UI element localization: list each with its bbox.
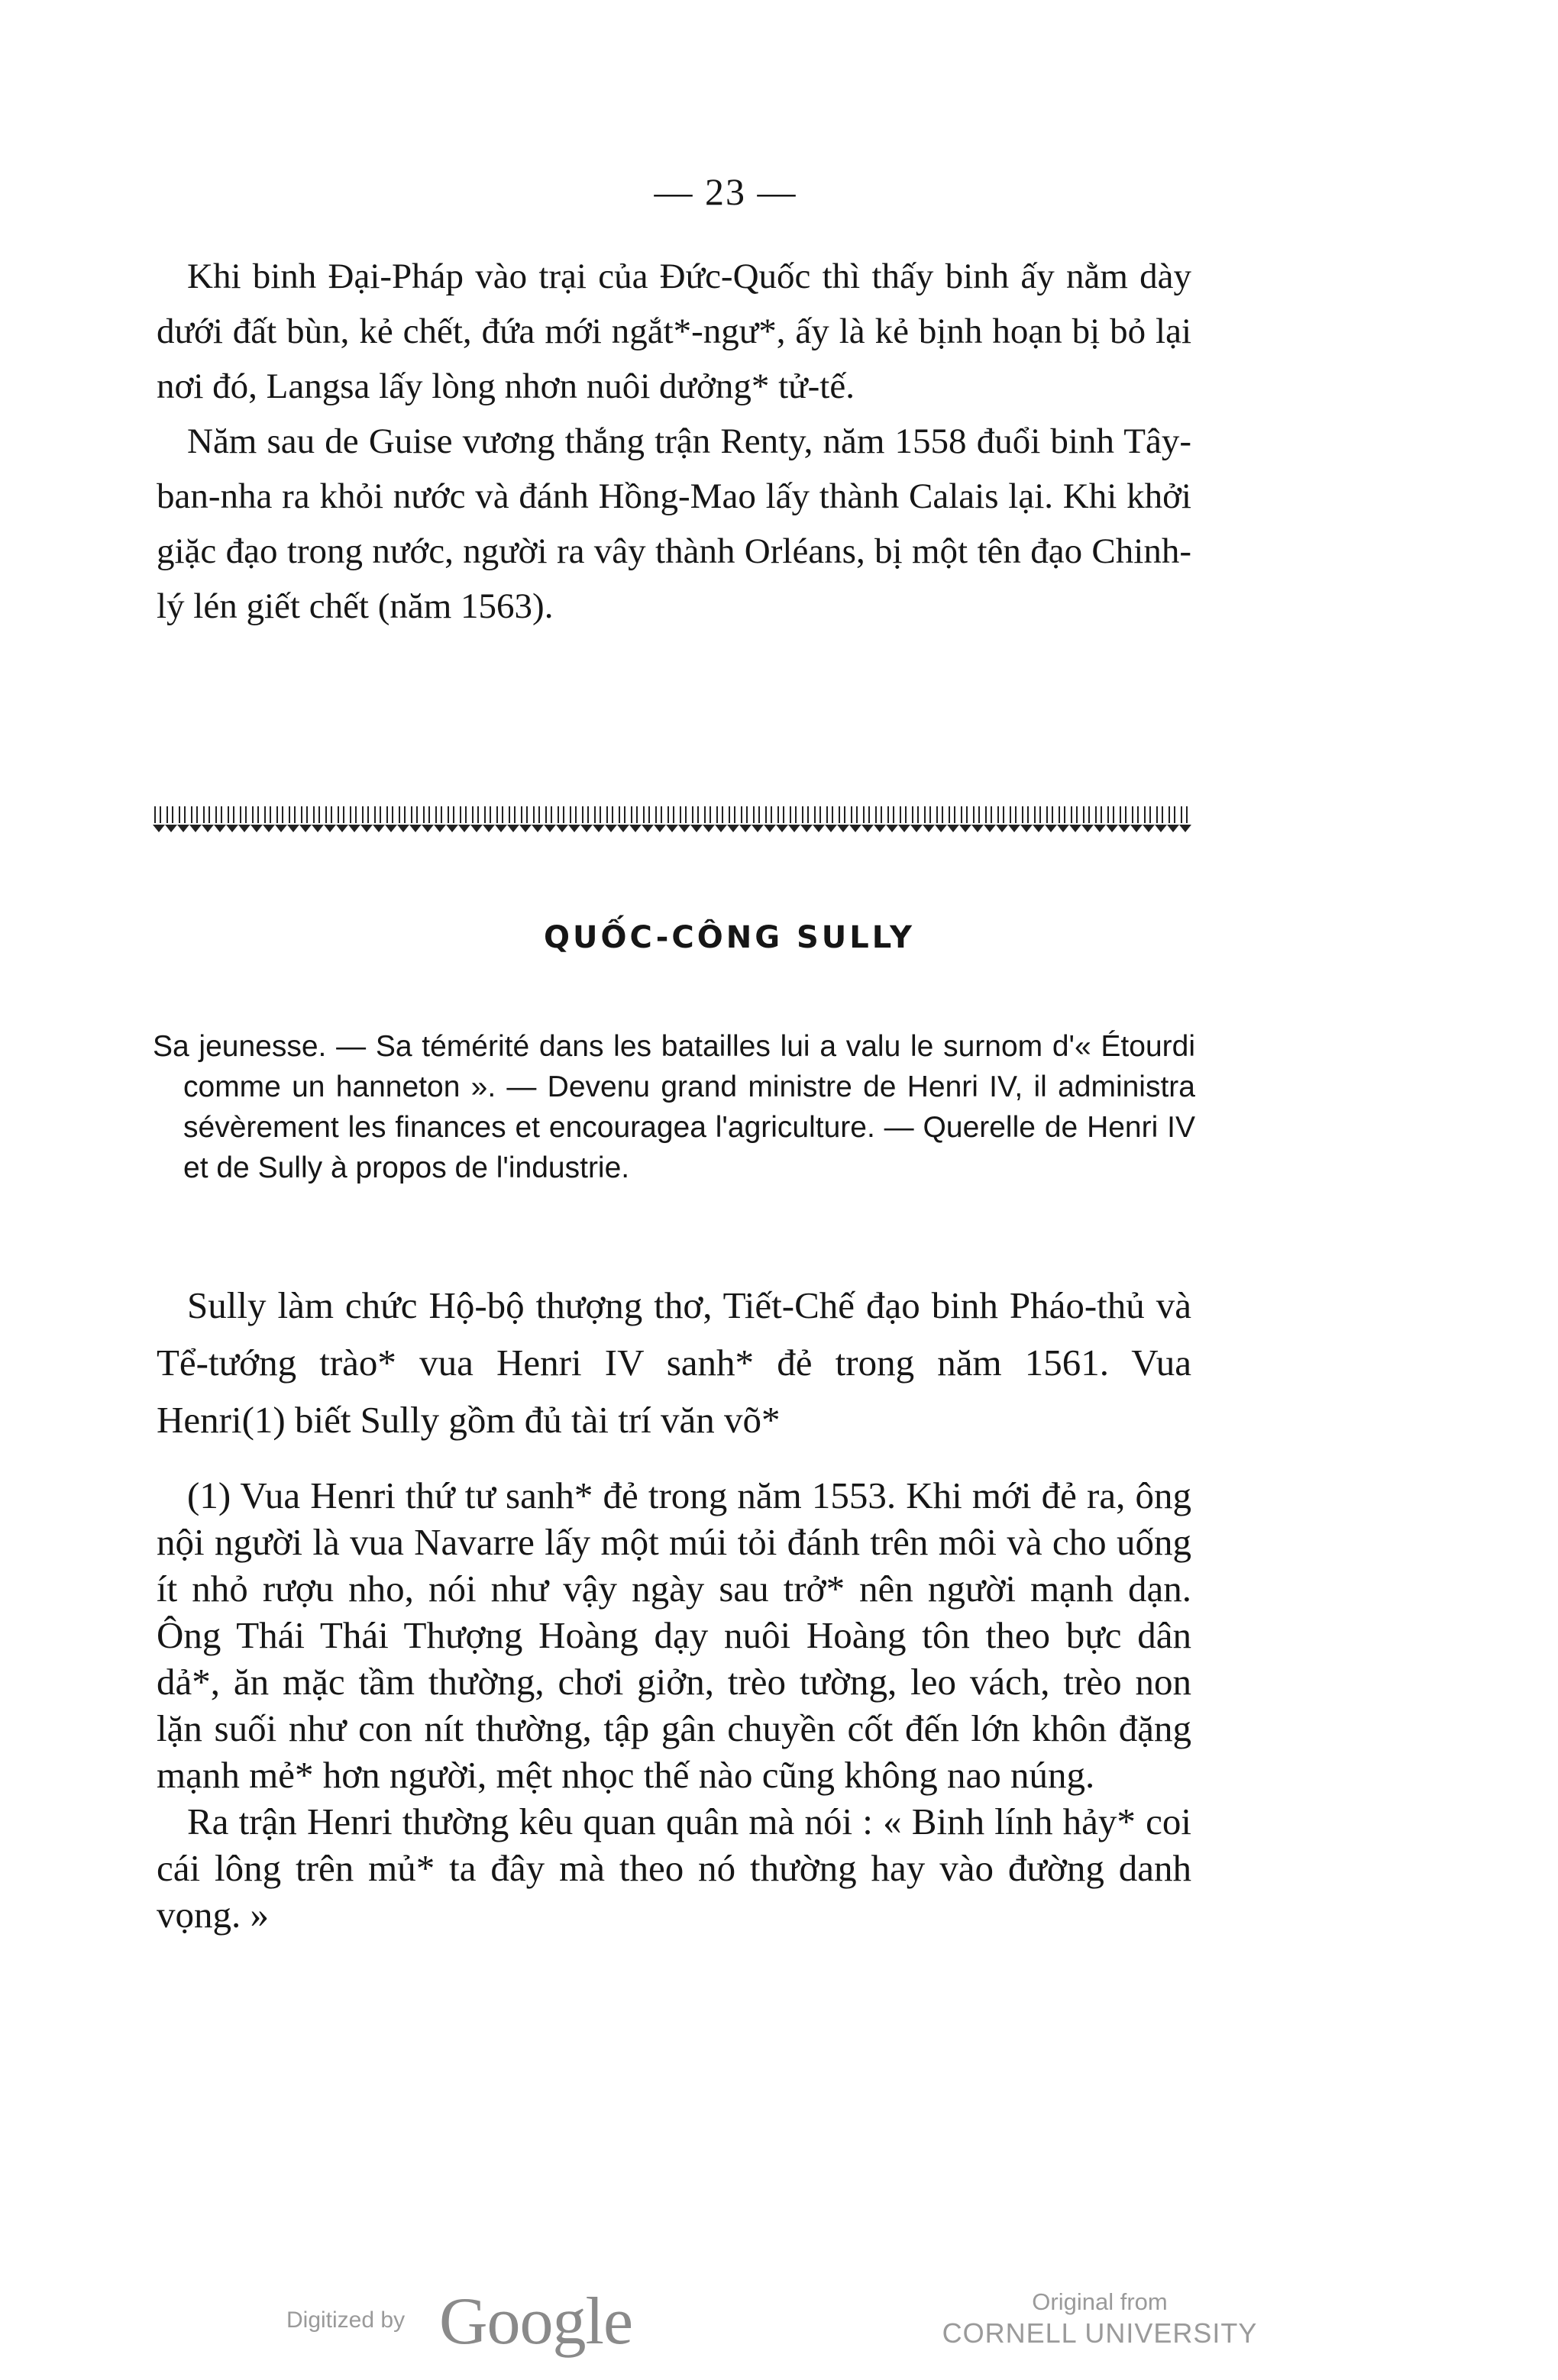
section-title: QUỐC-CÔNG SULLY: [544, 920, 915, 955]
footnote-paragraph: Ra trận Henri thường kêu quan quân mà nói : « Binh lính hảy* coi cái lông trên mủ* ta đây mà theo nó thường hay vào đường danh vọng. »: [157, 1800, 1191, 1936]
summary-text: Sa jeunesse. — Sa témérité dans les batailles lui a valu le surnom d'« Étourdi comme un hanneton ». — Devenu grand ministre de Henri IV, il administra sévèrement les finances et encouragea l'agriculture. — Querelle de Henri IV et de Sully à propos de l'industrie.: [153, 1030, 1195, 1184]
paragraph: Năm sau de Guise vương thắng trận Renty, năm 1558 đuổi binh Tây-ban-nha ra khỏi nước và đánh Hồng-Mao lấy thành Calais lại. Khi khởi giặc đạo trong nước, người ra vây thành Orléans, bị một tên đạo Chinh-lý lén giết chết (năm 1563).: [157, 421, 1191, 626]
footnote-paragraph: (1) Vua Henri thứ tư sanh* đẻ trong năm 1553. Khi mới đẻ ra, ông nội người là vua Navarre lấy một múi tỏi đánh trên môi và cho uống ít nhỏ rượu nho, nói như vậy ngày sau trở* nên người mạnh dạn. Ông Thái Thái Thượng Hoàng dạy nuôi Hoàng tôn theo bực dân dả*, ăn mặc tầm thường, chơi giởn, trèo tường, leo vách, trèo non lặn suối như con nít thường, tập gân chuyền cốt đến lớn khôn đặng mạnh mẻ* hơn người, mệt nhọc thế nào cũng không nao núng.: [157, 1474, 1191, 1796]
source-attribution: [939, 2288, 1260, 2350]
institution-name: CORNELL UNIVERSITY: [942, 2317, 1258, 2349]
section-summary: [153, 1026, 1195, 1188]
top-text-block: [157, 249, 1191, 634]
footnote-block: [157, 1472, 1191, 1938]
original-from-label: Original from: [1032, 2288, 1168, 2315]
page-number: — 23 —: [654, 170, 797, 213]
paragraph: Sully làm chức Hộ-bộ thượng thơ, Tiết-Chế đạo binh Pháo-thủ và Tể-tướng trào* vua Henri IV sanh* đẻ trong năm 1561. Vua Henri(1) biết Sully gồm đủ tài trí văn võ*: [157, 1284, 1191, 1441]
digitization-footer: [0, 2283, 1558, 2359]
paragraph: Khi binh Đại-Pháp vào trại của Đức-Quốc thì thấy binh ấy nằm dày dưới đất bùn, kẻ chết, đứa mới ngắt*-ngư*, ấy là kẻ bịnh hoạn bị bỏ lại nơi đó, Langsa lấy lòng nhơn nuôi dưởng* tử-tế.: [157, 257, 1191, 406]
decorative-divider: [153, 803, 1191, 834]
digitized-by-label: Digitized by: [286, 2307, 406, 2333]
google-logo: Google: [439, 2285, 633, 2359]
body-text-block: [157, 1277, 1191, 1448]
